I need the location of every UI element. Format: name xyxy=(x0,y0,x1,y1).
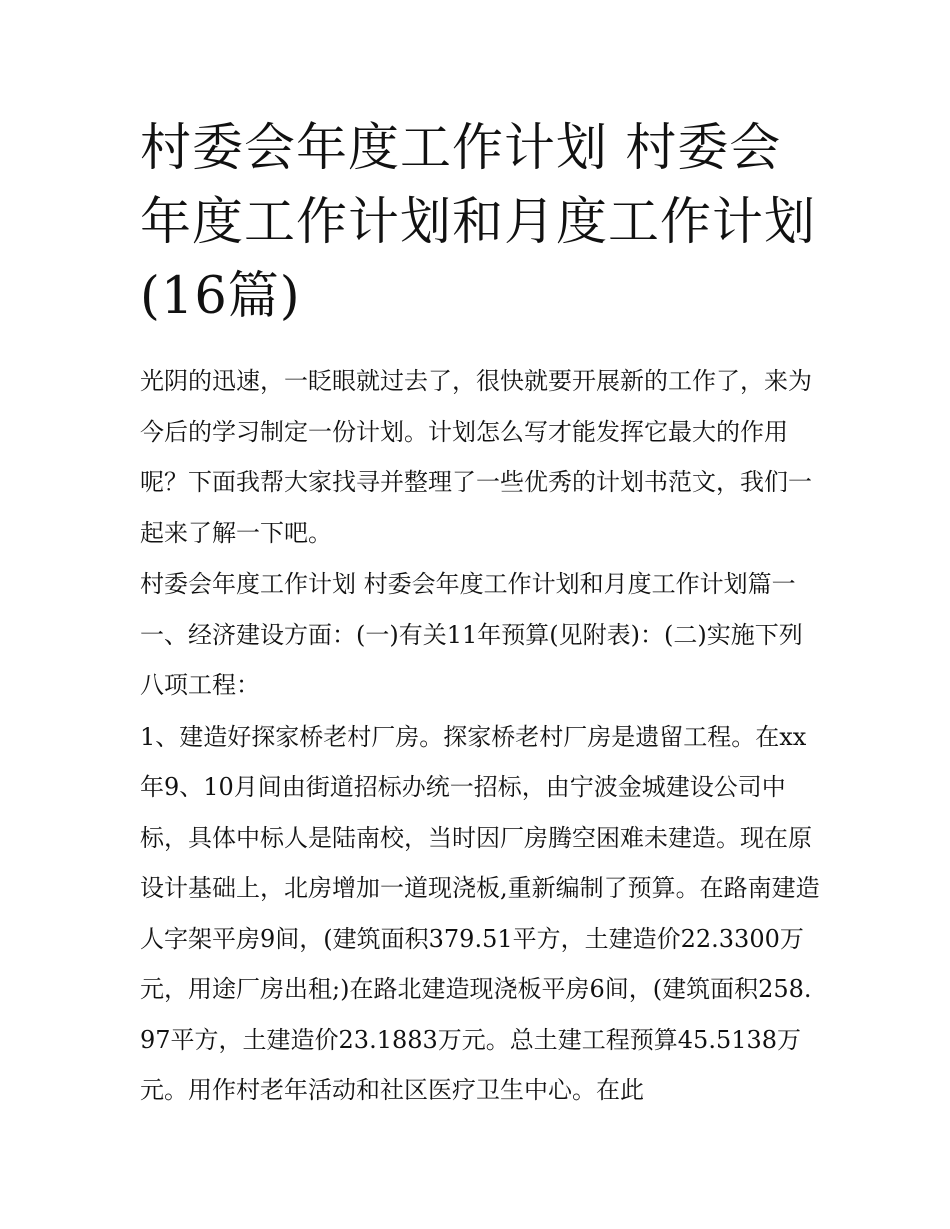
project-item-paragraph: 1、建造好探家桥老村厂房。探家桥老村厂房是遗留工程。在xx年9、10月间由街道招标办统一招标，由宁波金城建设公司中标，具体中标人是陆南校，当时因厂房腾空困难未建造。现在原设计基础上，北房增加一道现浇板,重新编制了预算。在路南建造人字架平房9间，(建筑面积379.51平方，土建造价22.3300万元，用途厂房出租;)在路北建造现浇板平房6间，(建筑面积258.97平方，土建造价23.1883万元。总土建工程预算45.5138万元。用作村老年活动和社区医疗卫生中心。在此 xyxy=(140,722,820,1104)
document-page xyxy=(140,112,820,1116)
intro-paragraph: 光阴的迅速，一眨眼就过去了，很快就要开展新的工作了，来为今后的学习制定一份计划。计划怎么写才能发挥它最大的作用呢？下面我帮大家找寻并整理了一些优秀的计划书范文，我们一起来了解一下吧。 xyxy=(140,367,812,547)
document-title: 村委会年度工作计划 村委会年度工作计划和月度工作计划(16篇) xyxy=(140,119,817,326)
section-heading-paragraph: 村委会年度工作计划 村委会年度工作计划和月度工作计划篇一 一、经济建设方面：(一)有关11年预算(见附表)：(二)实施下列八项工程： xyxy=(140,570,803,699)
